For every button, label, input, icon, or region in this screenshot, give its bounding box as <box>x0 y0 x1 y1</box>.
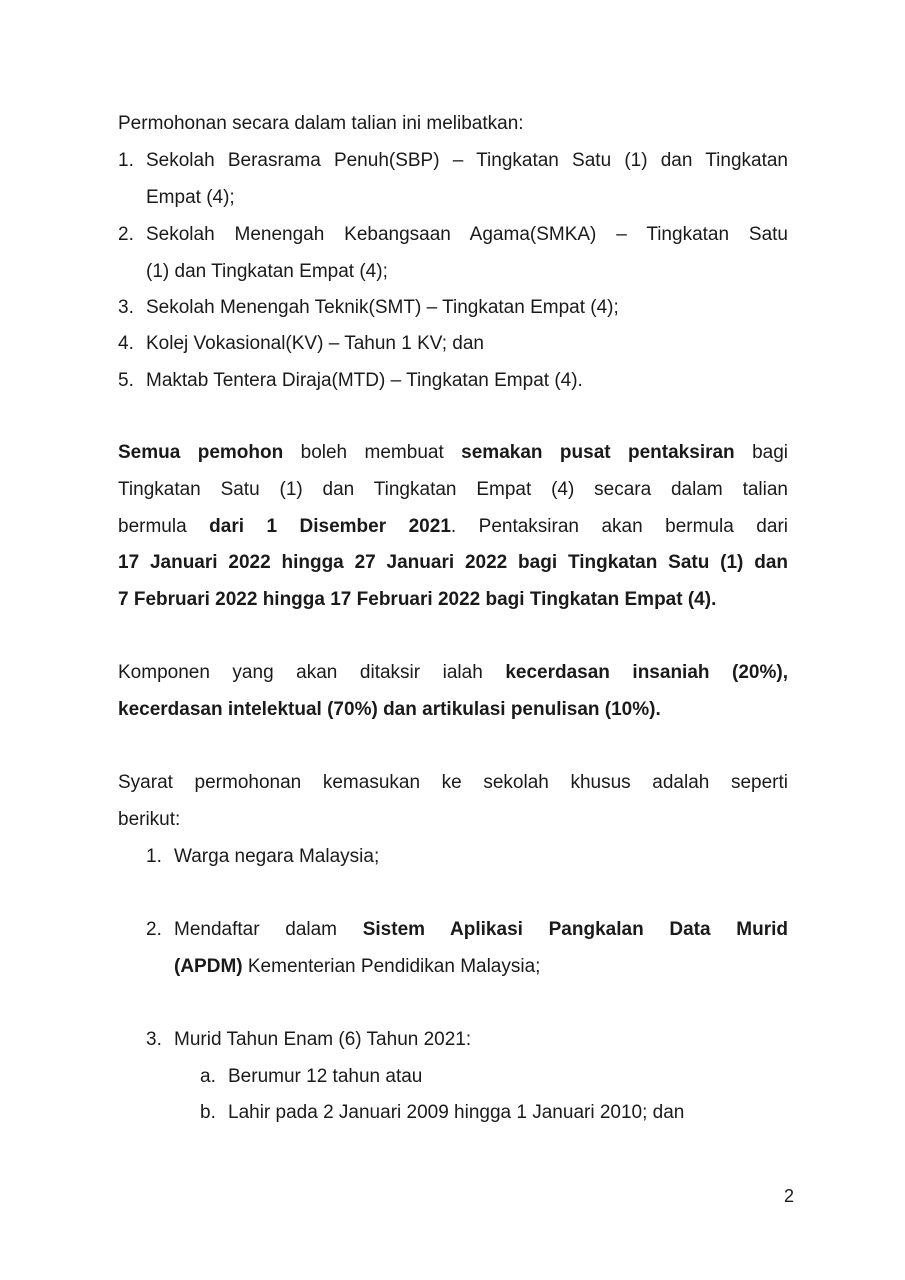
requirement-2-cont: (APDM) Kementerian Pendidikan Malaysia; <box>174 956 541 977</box>
school-item-5: 5. Maktab Tentera Diraja(MTD) – Tingkatan Empat (4). <box>118 370 583 391</box>
requirement-1: 1. Warga negara Malaysia; <box>146 846 380 867</box>
assessment-para-line2: Tingkatan Satu (1) dan Tingkatan Empat (4) secara dalam talian <box>118 479 788 500</box>
school-item-2: 2. Sekolah Menengah Kebangsaan Agama(SMKA) – Tingkatan Satu <box>118 224 788 245</box>
components-line2: kecerdasan intelektual (70%) dan artikulasi penulisan (10%). <box>118 699 661 720</box>
assessment-para-line1: Semua pemohon boleh membuat semakan pusat pentaksiran bagi <box>118 442 789 463</box>
school-item-1-cont: Empat (4); <box>146 187 235 208</box>
assessment-dates-form4: 7 Februari 2022 hingga 17 Februari 2022 bagi Tingkatan Empat (4). <box>118 589 717 610</box>
requirements-intro-line2: berikut: <box>118 809 181 830</box>
school-item-2-cont: (1) dan Tingkatan Empat (4); <box>146 261 388 282</box>
school-item-1: 1. Sekolah Berasrama Penuh(SBP) – Tingkatan Satu (1) dan Tingkatan <box>118 150 788 171</box>
school-item-3: 3. Sekolah Menengah Teknik(SMT) – Tingkatan Empat (4); <box>118 297 619 318</box>
requirement-3a: a. Berumur 12 tahun atau <box>200 1066 423 1087</box>
requirements-intro-line1: Syarat permohonan kemasukan ke sekolah khusus adalah seperti <box>118 772 788 793</box>
requirement-2: 2. Mendaftar dalam Sistem Aplikasi Pangkalan Data Murid <box>146 919 788 940</box>
components-line1: Komponen yang akan ditaksir ialah kecerdasan insaniah (20%), <box>118 662 788 683</box>
assessment-para-line3: bermula dari 1 Disember 2021. Pentaksiran akan bermula dari <box>118 516 788 537</box>
page-number: 2 <box>784 1186 795 1206</box>
assessment-dates-form1: 17 Januari 2022 hingga 27 Januari 2022 bagi Tingkatan Satu (1) dan <box>118 552 788 573</box>
requirement-3: 3. Murid Tahun Enam (6) Tahun 2021: <box>146 1029 472 1050</box>
school-item-4: 4. Kolej Vokasional(KV) – Tahun 1 KV; dan <box>118 333 485 354</box>
intro-text: Permohonan secara dalam talian ini melibatkan: <box>118 113 524 134</box>
requirement-3b: b. Lahir pada 2 Januari 2009 hingga 1 Januari 2010; dan <box>200 1102 685 1123</box>
